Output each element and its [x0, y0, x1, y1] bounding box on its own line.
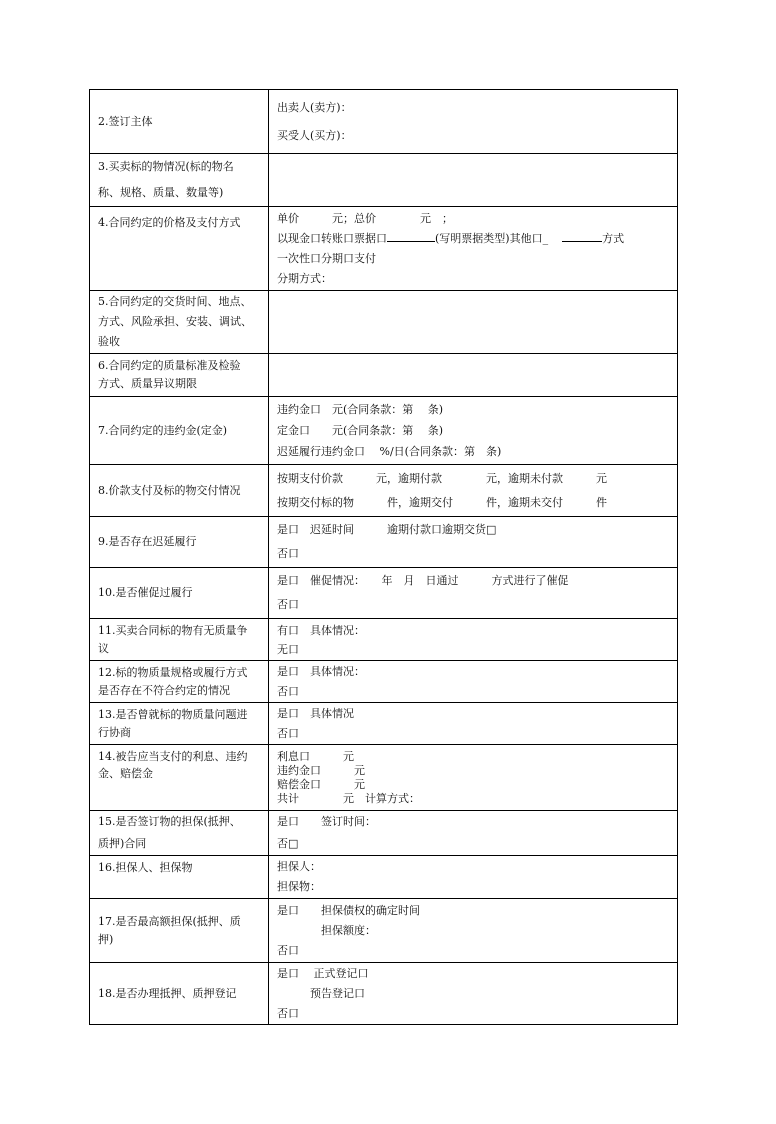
table-row: [90, 291, 678, 354]
row-value: [269, 354, 678, 397]
row-label: 15.是否签订物的担保(抵押、 质押)合同: [90, 811, 269, 856]
table-row: [90, 856, 678, 899]
table-row: [90, 703, 678, 745]
row-label: 9.是否存在迟延履行: [90, 517, 269, 568]
row-value: 是口 具体情况： 否口: [269, 661, 678, 703]
row-label: 17.是否最高额担保(抵押、质 押): [90, 899, 269, 963]
row-label: 10.是否催促过履行: [90, 568, 269, 619]
table-row: [90, 154, 678, 207]
table-row: [90, 619, 678, 661]
table-row: [90, 90, 678, 154]
row-label: 11.买卖合同标的物有无质量争 议: [90, 619, 269, 661]
table-row: [90, 517, 678, 568]
row-label: 18.是否办理抵押、质押登记: [90, 963, 269, 1025]
row-label: 5.合同约定的交货时间、地点、 方式、风险承担、安装、调试、 验收: [90, 291, 269, 354]
row-value: 违约金口 元(合同条款：第 条) 定金口 元(合同条款：第 条) 迟延履行违约金口 %/日(合同条款：第 条): [269, 397, 678, 465]
row-value: 按期支付价款 元，逾期付款 元，逾期未付款 元 按期交付标的物 件，逾期交付 件，逾期未交付 件: [269, 465, 678, 517]
row-value: 是口 签订时间： 否□: [269, 811, 678, 856]
row-value: 是口 正式登记口 预告登记口 否口: [269, 963, 678, 1025]
row-value: 是口 催促情况： 年 月 日通过 方式进行了催促 否口: [269, 568, 678, 619]
row-value: 担保人： 担保物：: [269, 856, 678, 899]
row-value: [269, 90, 678, 154]
row-value: 利息口 元 违约金口 元 赔偿金口 元 共计 元 计算方式：: [269, 745, 678, 811]
row-value: 是口 具体情况 否口: [269, 703, 678, 745]
blank-line: [387, 231, 435, 242]
row-label: 4.合同约定的价格及支付方式: [90, 207, 269, 291]
row-value: 是口 担保债权的确定时间 担保额度： 否口: [269, 899, 678, 963]
row-value: 有口 具体情况： 无口: [269, 619, 678, 661]
row-label: 12.标的物质量规格或履行方式 是否存在不符合约定的情况: [90, 661, 269, 703]
table-row: [90, 354, 678, 397]
table-row: [90, 465, 678, 517]
row-value: 单价 元；总价 元 ； 以现金口转账口票据口 (写明票据类型)其他口_ 方式 一次性口分期口支付 分期方式：: [269, 207, 678, 291]
row-value: [269, 154, 678, 207]
table-row: [90, 661, 678, 703]
row-label: 8.价款支付及标的物交付情况: [90, 465, 269, 517]
row-value: [269, 291, 678, 354]
seller-line: 出卖人(卖方)：: [277, 100, 352, 114]
row-label: 7.合同约定的违约金(定金): [90, 397, 269, 465]
table-row: [90, 899, 678, 963]
buyer-line: 买受人(买方)：: [277, 128, 352, 142]
table-row: [90, 745, 678, 811]
row-value: 是口 迟延时间 逾期付款口逾期交货□ 否口: [269, 517, 678, 568]
table-row: [90, 397, 678, 465]
table-row: [90, 963, 678, 1025]
case-information-table: [89, 89, 678, 1025]
table-row: [90, 811, 678, 856]
table-row: [90, 207, 678, 291]
row-label: 16.担保人、担保物: [90, 856, 269, 899]
row-label: 13.是否曾就标的物质量问题进 行协商: [90, 703, 269, 745]
row-label: 14.被告应当支付的利息、违约 金、赔偿金: [90, 745, 269, 811]
table-row: [90, 568, 678, 619]
blank-line: [562, 231, 602, 242]
row-label: 2.签订主体: [90, 90, 269, 154]
row-label: 6.合同约定的质量标准及检验 方式、质量异议期限: [90, 354, 269, 397]
row-label: 3.买卖标的物情况(标的物名 称、规格、质量、数量等): [90, 154, 269, 207]
